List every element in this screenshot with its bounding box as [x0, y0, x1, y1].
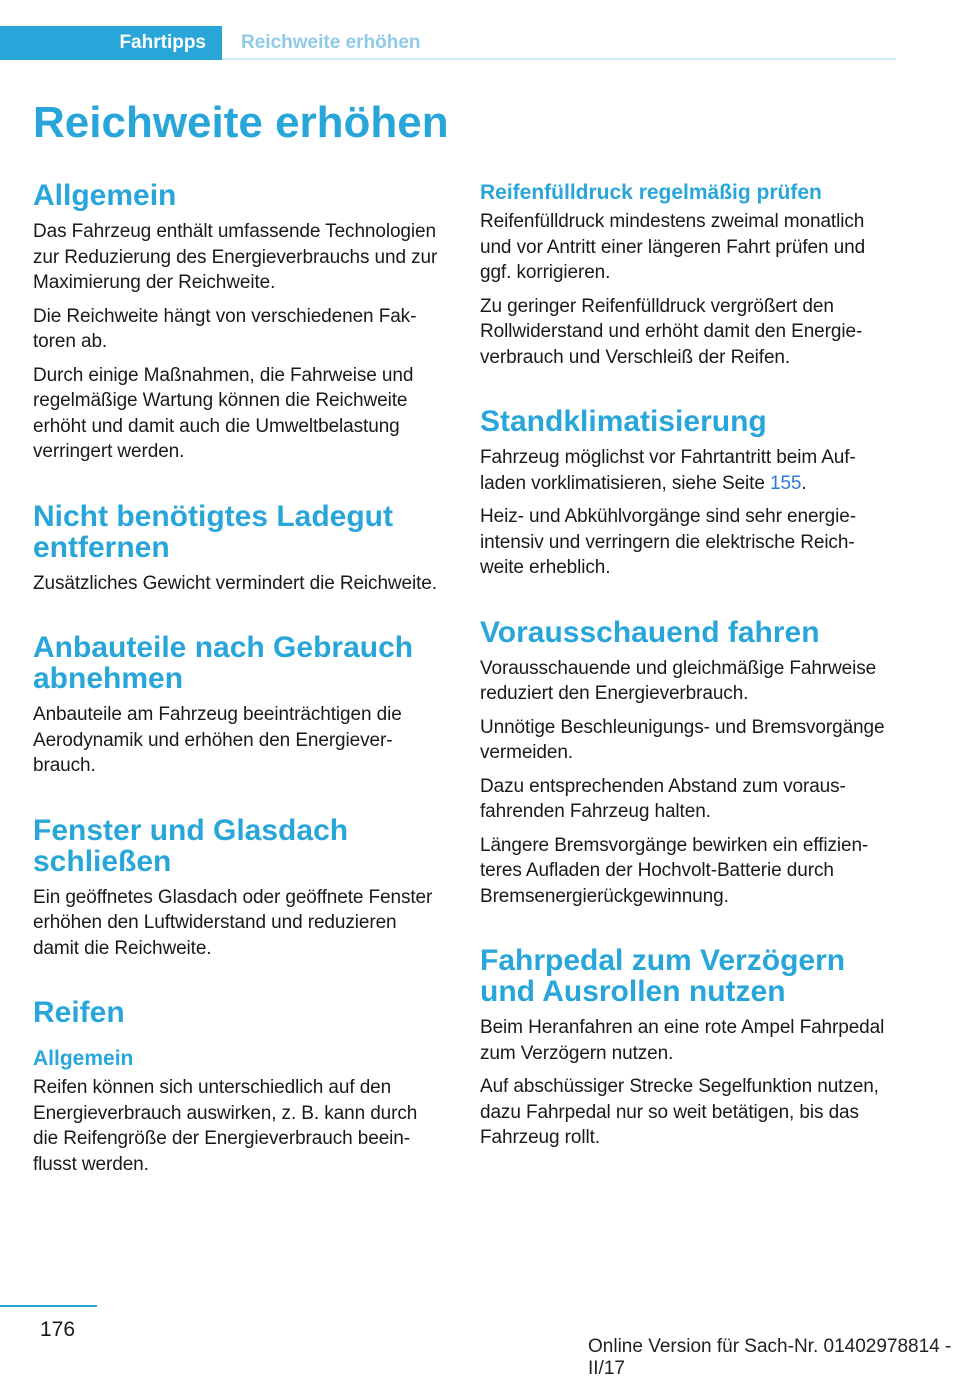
section-tab[interactable]: Fahrtipps	[0, 26, 222, 60]
subsection-tab[interactable]: Reichweite erhöhen	[241, 32, 421, 53]
paragraph: Beim Heranfahren an eine rote Ampel Fahrpedal zum Verzögern nutzen.	[480, 1017, 885, 1064]
paragraph: Vorausschauende und gleichmäßige Fahrweise reduziert den Energieverbrauch.	[480, 657, 877, 704]
header-divider	[222, 58, 896, 60]
paragraph: Zusätzliches Gewicht vermindert die Reichweite.	[33, 572, 437, 594]
paragraph: Das Fahrzeug enthält umfassende Technologien zur Reduzierung des Energieverbrauchs und zur Maximierung der Reichweite.	[33, 221, 438, 293]
heading-allgemein: Allgemein	[33, 179, 177, 212]
text-span: .	[801, 472, 807, 494]
heading-fenster: Fenster und Glasdach schließen	[33, 813, 349, 878]
header-bar	[0, 26, 896, 62]
paragraph: Die Reichweite hängt von verschiedenen Faktoren ab.	[33, 305, 417, 352]
paragraph: Reifenfülldruck mindestens zweimal monatlich und vor Antritt einer längeren Fahrt prüfen und ggf. korrigieren.	[480, 211, 866, 283]
heading-vorausschauend: Vorausschauend fahren	[480, 615, 820, 649]
online-version-note: Online Version für Sach-Nr. 01402978814 - II/17	[588, 1336, 952, 1379]
paragraph: Unnötige Beschleunigungs- und Bremsvorgänge vermeiden.	[480, 716, 885, 763]
heading-standklimatisierung: Standklimatisierung	[480, 405, 767, 438]
paragraph: Anbauteile am Fahrzeug beeinträchtigen die Aerodynamik und erhöhen den Energieverbrauch.	[33, 704, 402, 776]
paragraph: Heiz- und Abkühlvorgänge sind sehr energieintensiv und verringern die elektrische Reichweite erheblich.	[480, 506, 857, 578]
heading-anbauteile: Anbauteile nach Gebrauch abnehmen	[33, 631, 414, 695]
subheading-reifenfuelldruck: Reifenfülldruck regelmäßig prüfen	[480, 181, 822, 204]
heading-fahrpedal: Fahrpedal zum Verzögern und Ausrollen nutzen	[480, 944, 846, 1008]
heading-reifen: Reifen	[33, 996, 125, 1029]
text-span: Fahrzeug möglichst vor Fahrtantritt beim Aufladen vorklimatisieren, siehe Seite	[480, 447, 856, 494]
page-link[interactable]: 155	[770, 472, 802, 494]
paragraph: Zu geringer Reifenfülldruck vergrößert den Rollwiderstand und erhöht damit den Energieverbrauch und Verschleiß der Reifen.	[480, 295, 863, 368]
paragraph: Ein geöffnetes Glasdach oder geöffnete Fenster erhöhen den Luftwiderstand und reduzieren damit die Reichweite.	[33, 886, 433, 959]
footer-divider	[0, 1305, 97, 1307]
left-column	[33, 180, 445, 1185]
paragraph-with-link	[480, 445, 892, 496]
right-column	[480, 180, 892, 1159]
heading-ladegut: Nicht benötigtes Ladegut entfernen	[33, 499, 393, 564]
subheading-reifen-allgemein: Allgemein	[33, 1047, 134, 1070]
page-title: Reichweite erhöhen	[33, 98, 449, 147]
paragraph: Reifen können sich unterschiedlich auf den Energieverbrauch auswirken, z. B. kann durch die Reifengröße der Energieverbrauch beeinflusst werden.	[33, 1077, 418, 1175]
page-number: 176	[40, 1318, 76, 1341]
paragraph: Längere Bremsvorgänge bewirken ein effizienteres Aufladen der Hochvolt-Batterie durch Bremsenergierückgewinnung.	[480, 834, 869, 907]
paragraph: Durch einige Maßnahmen, die Fahrweise und regelmäßige Wartung können die Reichweite erhöht und damit auch die Umweltbelastung verringert werden.	[33, 364, 414, 462]
paragraph: Dazu entsprechenden Abstand zum vorausfahrenden Fahrzeug halten.	[480, 775, 846, 822]
paragraph: Auf abschüssiger Strecke Segelfunktion nutzen, dazu Fahrpedal nur so weit betätigen, bis das Fahrzeug rollt.	[480, 1076, 879, 1148]
